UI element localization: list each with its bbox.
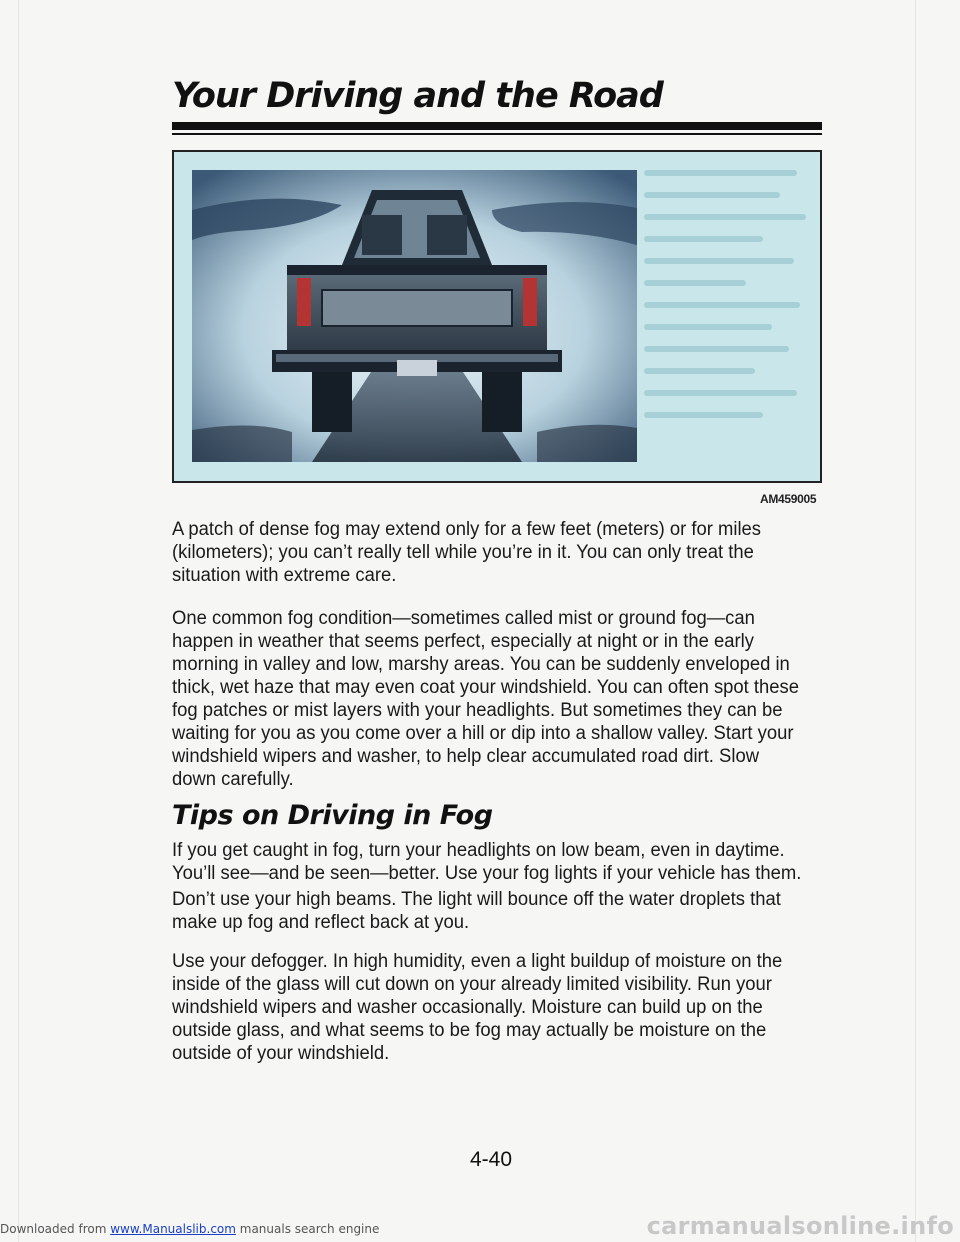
header-rule-thick [172,122,822,130]
figure-frame [172,150,822,483]
page-number: 4-40 [470,1148,513,1171]
paragraph-low-beam: If you get caught in fog, turn your headlights on low beam, even in daytime. You’ll see—and be seen—better. Use your fog lights if your vehicle has them. [172,840,802,884]
footer-suffix: manuals search engine [235,1222,380,1236]
page-edge-left [18,0,19,1242]
figure-caption: AM459005 [760,492,817,506]
paragraph-fog-patch: A patch of dense fog may extend only for a few feet (meters) or for miles (kilometers); you can’t really tell while you’re in it. You can only treat the situation with extreme care. [172,519,762,586]
paragraph-common-fog: One common fog condition—sometimes called mist or ground fog—can happen in weather that seems perfect, especially at night or in the early morning in valley and low, marshy areas. You can be suddenly enveloped in thick, wet haze that may even coat your windshield. You can often spot these fog patches or mist layers with your headlights. But sometimes they can be waiting for you as you come over a hill or dip into a shallow valley. Start your windshield wipers and washer, to help clear accumulated road dirt. Slow down carefully. [172,608,800,790]
section-heading: Tips on Driving in Fog [172,800,493,831]
page-edge-right [915,0,916,1242]
pickup-truck-in-fog-illustration [192,170,637,462]
faded-background-text [644,170,814,434]
watermark-text: carmanualsonline.info [646,1212,954,1240]
download-footer [0,1222,379,1236]
paragraph-high-beams: Don’t use your high beams. The light will bounce off the water droplets that make up fog and reflect back at you. [172,889,781,933]
chapter-title: Your Driving and the Road [172,76,663,116]
manualslib-link[interactable]: www.Manualslib.com [110,1222,236,1236]
footer-prefix: Downloaded from [0,1222,111,1236]
header-rule-thin [172,133,822,135]
paragraph-defogger: Use your defogger. In high humidity, even a light buildup of moisture on the inside of the glass will cut down on your already limited visibility. Run your windshield wipers and washer occasionally. Moisture can build up on the outside glass, and what seems to be fog may actually be moisture on the outside of your windshield. [172,951,783,1064]
